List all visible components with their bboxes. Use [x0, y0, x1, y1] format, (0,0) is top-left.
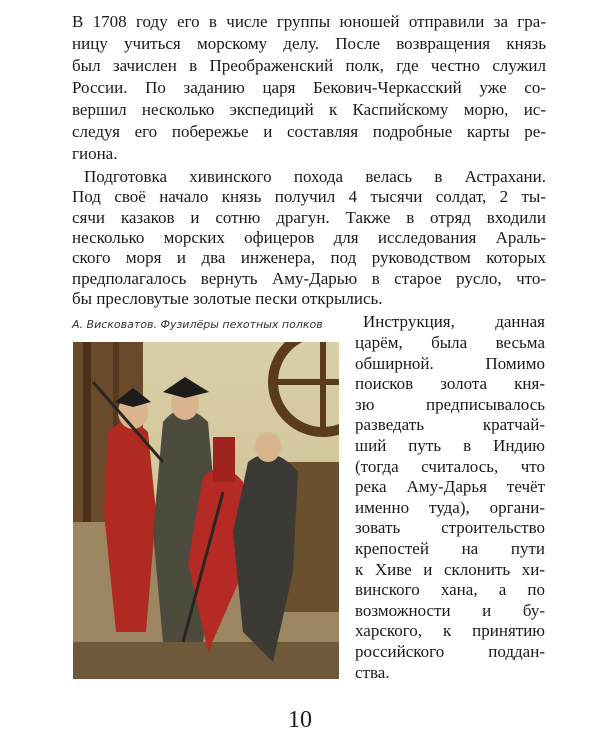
- text-line: ского моря и два инженера, под руководством которых: [72, 248, 546, 267]
- text-line: (тогда считалось, что: [355, 457, 545, 476]
- painting-fusiliers: [73, 342, 339, 679]
- text-line: разведать кратчай-: [355, 415, 545, 434]
- text-line: возможности и бу-: [355, 601, 545, 620]
- text-line: несколько морских офицеров для исследования Араль-: [72, 228, 546, 247]
- text-line: зю предписывалось: [355, 395, 545, 414]
- text-line: царём, была весьма: [355, 333, 545, 352]
- text-line: В 1708 году его в числе группы юношей отправили за гра-: [72, 12, 546, 31]
- text-line: вершил несколько экспедиций к Каспийскому морю, ис-: [72, 100, 546, 119]
- page-number: 10: [288, 707, 312, 733]
- text-line: был зачислен в Преображенский полк, где честно служил: [72, 56, 546, 75]
- text-line: российского поддан-: [355, 642, 545, 661]
- text-line: поисков золота кня-: [355, 374, 545, 393]
- text-line: Инструкция, данная: [363, 312, 545, 331]
- text-line: харского, к принятию: [355, 621, 545, 640]
- text-line: крепостей на пути: [355, 539, 545, 558]
- text-line: сячи казаков и сотню драгун. Также в отряд входили: [72, 208, 546, 227]
- text-line: винского хана, а по: [355, 580, 545, 599]
- text-line: России. По заданию царя Бекович-Черкасский уже со-: [72, 78, 546, 97]
- text-line: следуя его побережье и составляя подробные карты ре-: [72, 122, 546, 141]
- text-line: обширной. Помимо: [355, 354, 545, 373]
- text-line: Подготовка хивинского похода велась в Астрахани.: [84, 167, 546, 186]
- text-line: именно туда), органи-: [355, 498, 545, 517]
- text-line: бы пресловутые золотые пески открылись.: [72, 289, 383, 308]
- figure-caption: А. Висковатов. Фузилёры пехотных полков: [72, 318, 323, 331]
- text-line: ницу учиться морскому делу. После возвращения князь: [72, 34, 546, 53]
- text-line: к Хиве и склонить хи-: [355, 560, 545, 579]
- text-line: зовать строительство: [355, 518, 545, 537]
- text-line: гиона.: [72, 144, 118, 163]
- text-line: река Аму-Дарья течёт: [355, 477, 545, 496]
- text-line: ший путь в Индию: [355, 436, 545, 455]
- text-line: ства.: [355, 663, 390, 682]
- text-line: Под своё начало князь получил 4 тысячи солдат, 2 ты-: [72, 187, 546, 206]
- text-line: предполагалось вернуть Аму-Дарью в старое русло, что-: [72, 269, 546, 288]
